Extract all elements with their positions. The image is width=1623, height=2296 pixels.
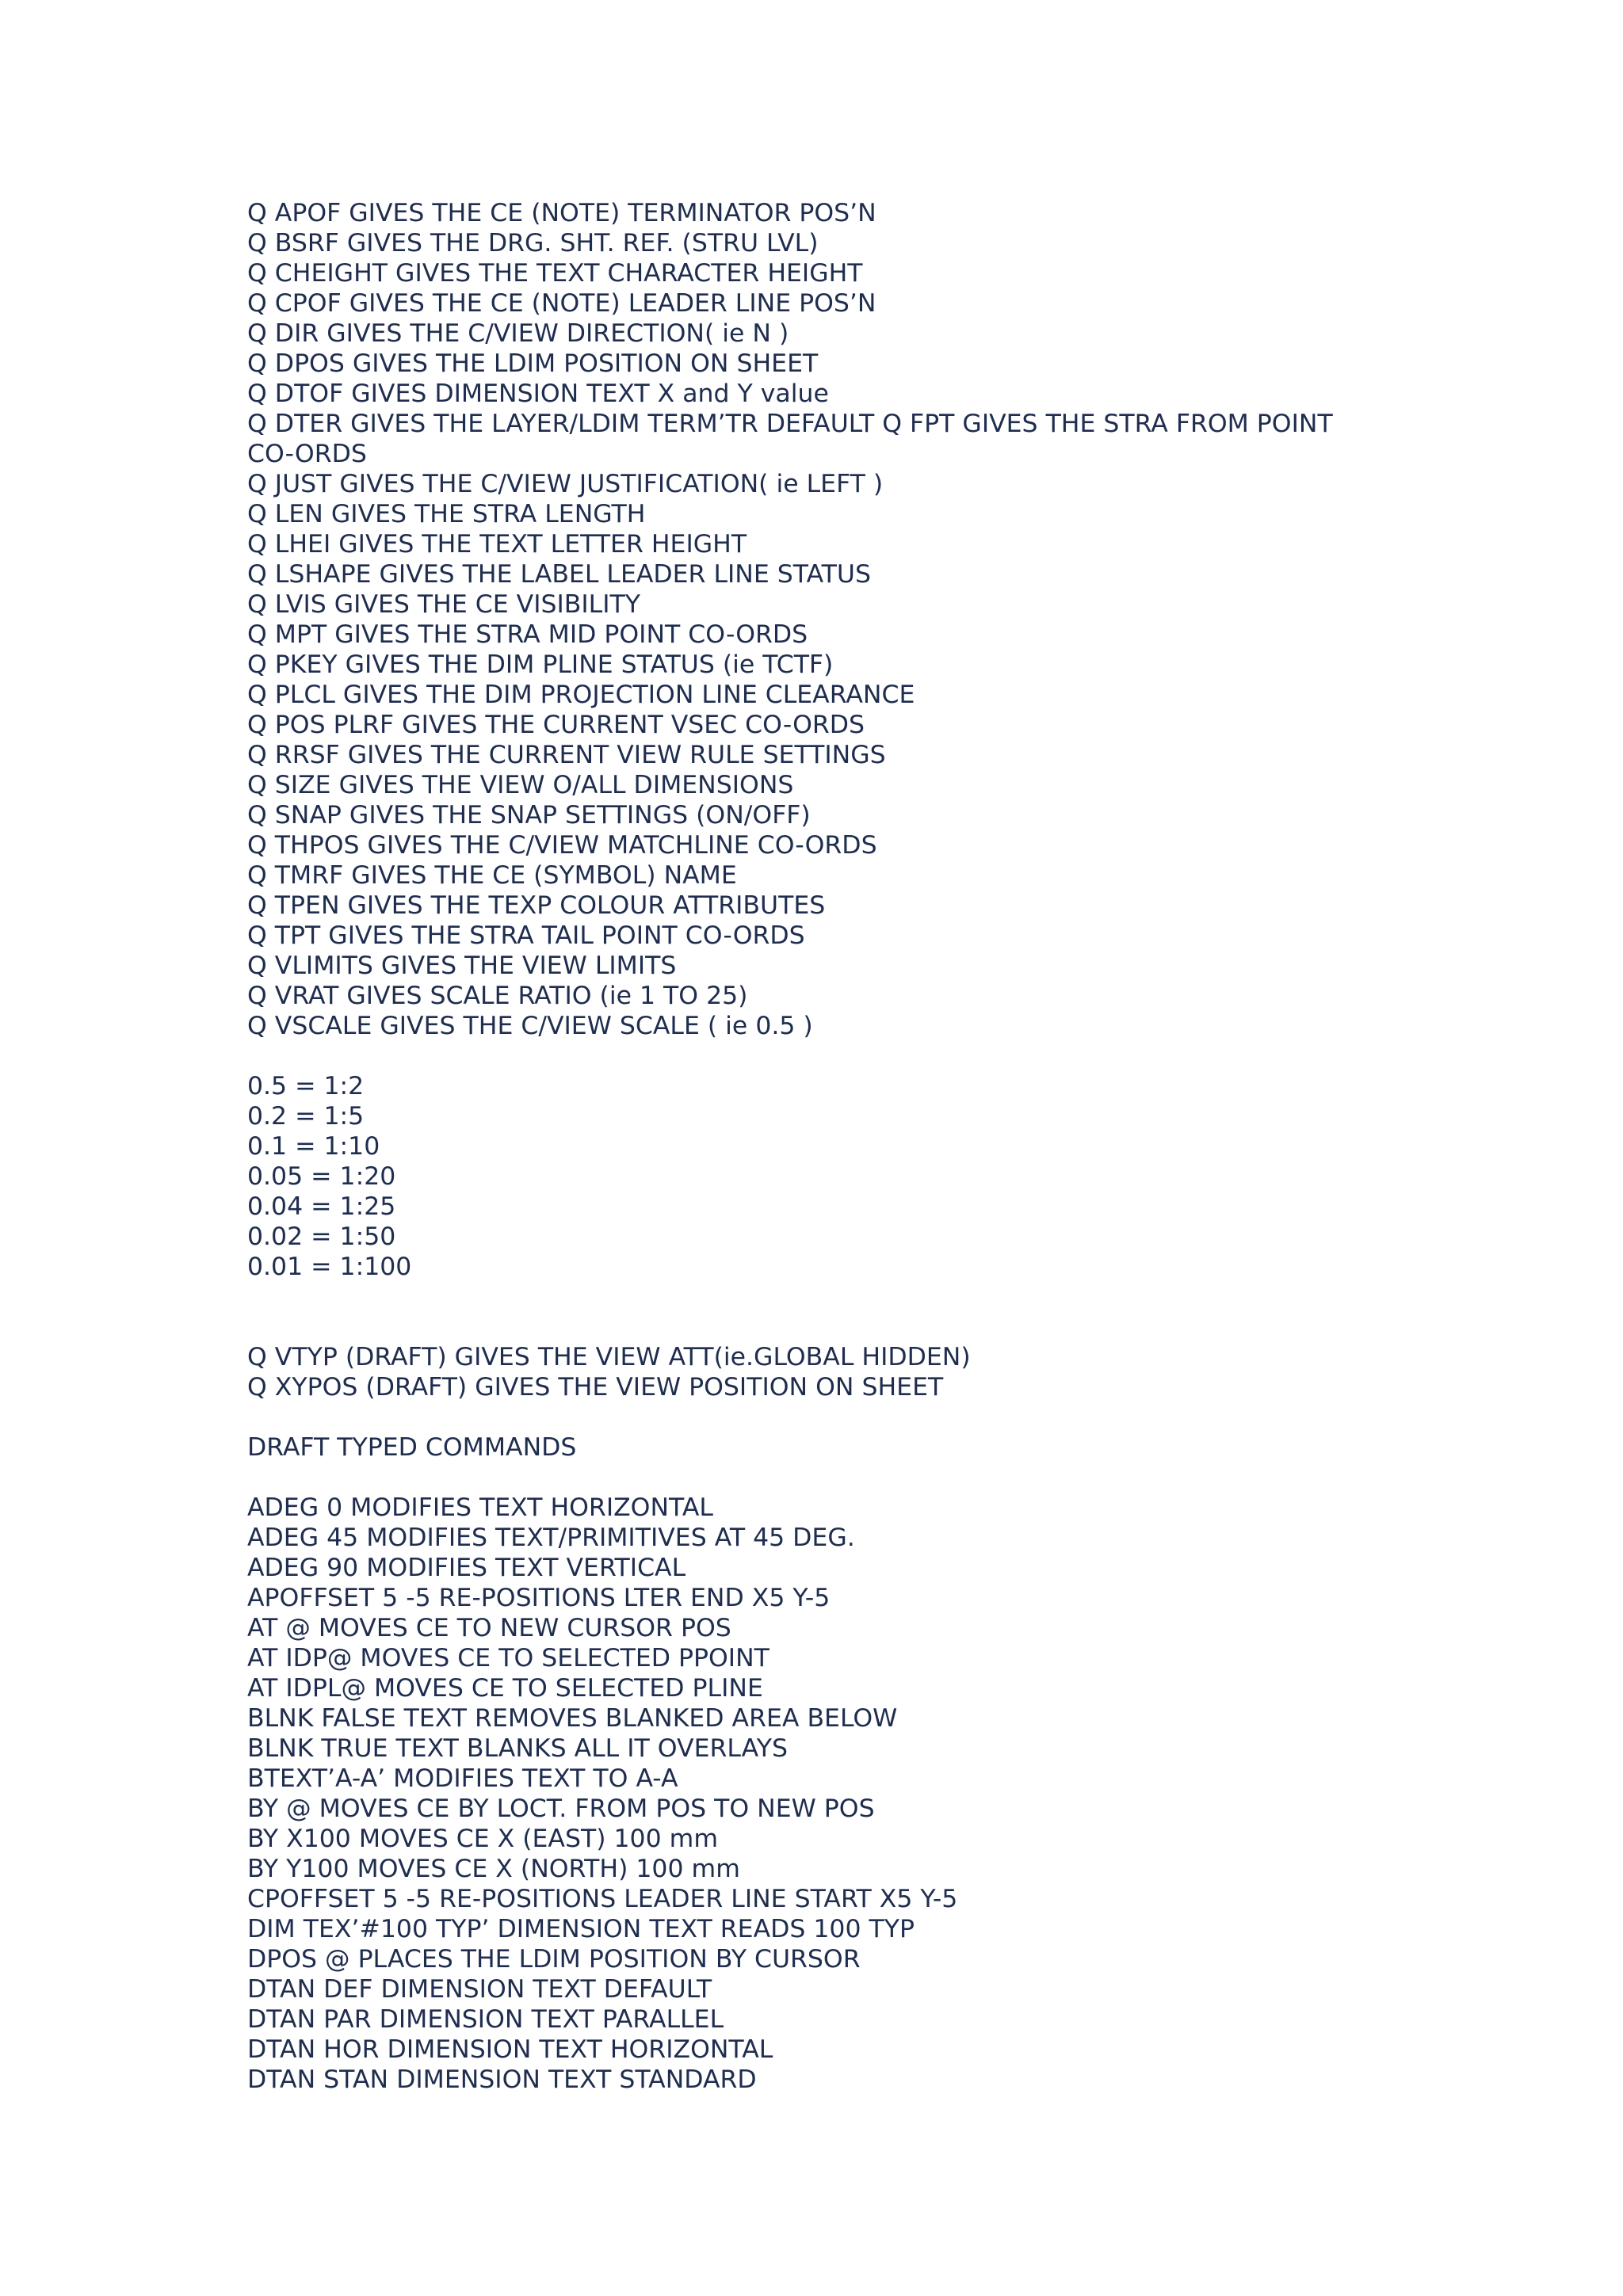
typed-command-line: ADEG 45 MODIFIES TEXT/PRIMITIVES AT 45 DEG. <box>247 1524 855 1552</box>
typed-command-line: BY @ MOVES CE BY LOCT. FROM POS TO NEW POS <box>247 1794 875 1823</box>
spacer <box>247 1282 1436 1342</box>
query-command-line: Q CPOF GIVES THE CE (NOTE) LEADER LINE POS’N <box>247 289 876 318</box>
spacer <box>247 1402 1436 1432</box>
query-command-line: Q SIZE GIVES THE VIEW O/ALL DIMENSIONS <box>247 771 794 799</box>
typed-command-line: BY Y100 MOVES CE X (NORTH) 100 mm <box>247 1855 740 1883</box>
typed-command-line: BLNK FALSE TEXT REMOVES BLANKED AREA BELOW <box>247 1704 898 1733</box>
query-command-line: Q PKEY GIVES THE DIM PLINE STATUS (ie TCTF) <box>247 650 834 679</box>
typed-command-line: AT @ MOVES CE TO NEW CURSOR POS <box>247 1614 731 1642</box>
draft-query-list <box>247 1342 1436 1402</box>
query-command-line: Q VSCALE GIVES THE C/VIEW SCALE ( ie 0.5 ) <box>247 1012 813 1040</box>
query-command-line: Q LEN GIVES THE STRA LENGTH <box>247 500 646 528</box>
typed-command-line: DTAN PAR DIMENSION TEXT PARALLEL <box>247 2005 724 2034</box>
scale-ratio-line: 0.01 = 1:100 <box>247 1253 412 1281</box>
query-command-line: Q SNAP GIVES THE SNAP SETTINGS (ON/OFF) <box>247 801 811 830</box>
query-command-list <box>247 198 1436 1041</box>
typed-command-line: BTEXT’A-A’ MODIFIES TEXT TO A-A <box>247 1764 678 1793</box>
typed-command-list <box>247 1493 1436 2095</box>
query-command-line: Q TMRF GIVES THE CE (SYMBOL) NAME <box>247 861 737 890</box>
scale-ratio-line: 0.1 = 1:10 <box>247 1132 380 1161</box>
query-command-line: Q DIR GIVES THE C/VIEW DIRECTION( ie N ) <box>247 319 789 348</box>
scale-ratio-line: 0.05 = 1:20 <box>247 1162 396 1191</box>
typed-command-line: AT IDP@ MOVES CE TO SELECTED PPOINT <box>247 1644 769 1672</box>
query-command-line: Q TPEN GIVES THE TEXP COLOUR ATTRIBUTES <box>247 891 826 920</box>
section-heading: DRAFT TYPED COMMANDS <box>247 1433 577 1462</box>
query-command-line: Q TPT GIVES THE STRA TAIL POINT CO-ORDS <box>247 921 805 950</box>
scale-table <box>247 1071 1436 1282</box>
query-command-line: Q DTOF GIVES DIMENSION TEXT X and Y value <box>247 379 829 408</box>
query-command-line: Q VLIMITS GIVES THE VIEW LIMITS <box>247 952 677 980</box>
scale-ratio-line: 0.2 = 1:5 <box>247 1102 365 1131</box>
draft-query-line: Q XYPOS (DRAFT) GIVES THE VIEW POSITION ON SHEET <box>247 1373 944 1402</box>
query-command-line: Q LVIS GIVES THE CE VISIBILITY <box>247 590 641 619</box>
typed-command-line: DTAN STAN DIMENSION TEXT STANDARD <box>247 2065 757 2094</box>
query-command-line: Q LSHAPE GIVES THE LABEL LEADER LINE STATUS <box>247 560 871 589</box>
typed-command-line: BY X100 MOVES CE X (EAST) 100 mm <box>247 1825 719 1853</box>
query-command-line: Q LHEI GIVES THE TEXT LETTER HEIGHT <box>247 530 747 559</box>
scale-ratio-line: 0.04 = 1:25 <box>247 1192 396 1221</box>
typed-command-line: DTAN HOR DIMENSION TEXT HORIZONTAL <box>247 2035 773 2064</box>
spacer <box>247 1463 1436 1493</box>
typed-command-line: ADEG 90 MODIFIES TEXT VERTICAL <box>247 1554 686 1582</box>
draft-query-line: Q VTYP (DRAFT) GIVES THE VIEW ATT(ie.GLOBAL HIDDEN) <box>247 1343 971 1371</box>
typed-command-line: DPOS @ PLACES THE LDIM POSITION BY CURSOR <box>247 1945 861 1974</box>
query-command-line: Q MPT GIVES THE STRA MID POINT CO-ORDS <box>247 620 808 649</box>
typed-command-line: DIM TEX’#100 TYP’ DIMENSION TEXT READS 100 TYP <box>247 1915 915 1943</box>
query-command-line: Q BSRF GIVES THE DRG. SHT. REF. (STRU LVL) <box>247 229 819 257</box>
query-command-line: Q DTER GIVES THE LAYER/LDIM TERM’TR DEFAULT Q FPT GIVES THE STRA FROM POINT CO-ORDS <box>247 410 1341 468</box>
typed-command-line: AT IDPL@ MOVES CE TO SELECTED PLINE <box>247 1674 763 1703</box>
typed-command-line: CPOFFSET 5 -5 RE-POSITIONS LEADER LINE START X5 Y-5 <box>247 1885 958 1913</box>
query-command-line: Q JUST GIVES THE C/VIEW JUSTIFICATION( ie LEFT ) <box>247 470 884 498</box>
query-command-line: Q POS PLRF GIVES THE CURRENT VSEC CO-ORDS <box>247 711 865 739</box>
query-command-line: Q PLCL GIVES THE DIM PROJECTION LINE CLEARANCE <box>247 681 915 709</box>
spacer <box>247 1041 1436 1071</box>
scale-ratio-line: 0.5 = 1:2 <box>247 1072 365 1100</box>
typed-command-line: BLNK TRUE TEXT BLANKS ALL IT OVERLAYS <box>247 1734 788 1763</box>
query-command-line: Q CHEIGHT GIVES THE TEXT CHARACTER HEIGHT <box>247 259 863 288</box>
query-command-line: Q APOF GIVES THE CE (NOTE) TERMINATOR POS’N <box>247 199 876 227</box>
query-command-line: Q RRSF GIVES THE CURRENT VIEW RULE SETTINGS <box>247 741 886 769</box>
query-command-line: Q VRAT GIVES SCALE RATIO (ie 1 TO 25) <box>247 982 748 1010</box>
query-command-line: Q THPOS GIVES THE C/VIEW MATCHLINE CO-ORDS <box>247 831 877 860</box>
document-page <box>247 198 1436 2095</box>
typed-command-line: APOFFSET 5 -5 RE-POSITIONS LTER END X5 Y-5 <box>247 1584 831 1612</box>
query-command-line: Q DPOS GIVES THE LDIM POSITION ON SHEET <box>247 349 819 378</box>
typed-command-line: ADEG 0 MODIFIES TEXT HORIZONTAL <box>247 1493 713 1522</box>
scale-ratio-line: 0.02 = 1:50 <box>247 1222 396 1251</box>
typed-command-line: DTAN DEF DIMENSION TEXT DEFAULT <box>247 1975 712 2004</box>
